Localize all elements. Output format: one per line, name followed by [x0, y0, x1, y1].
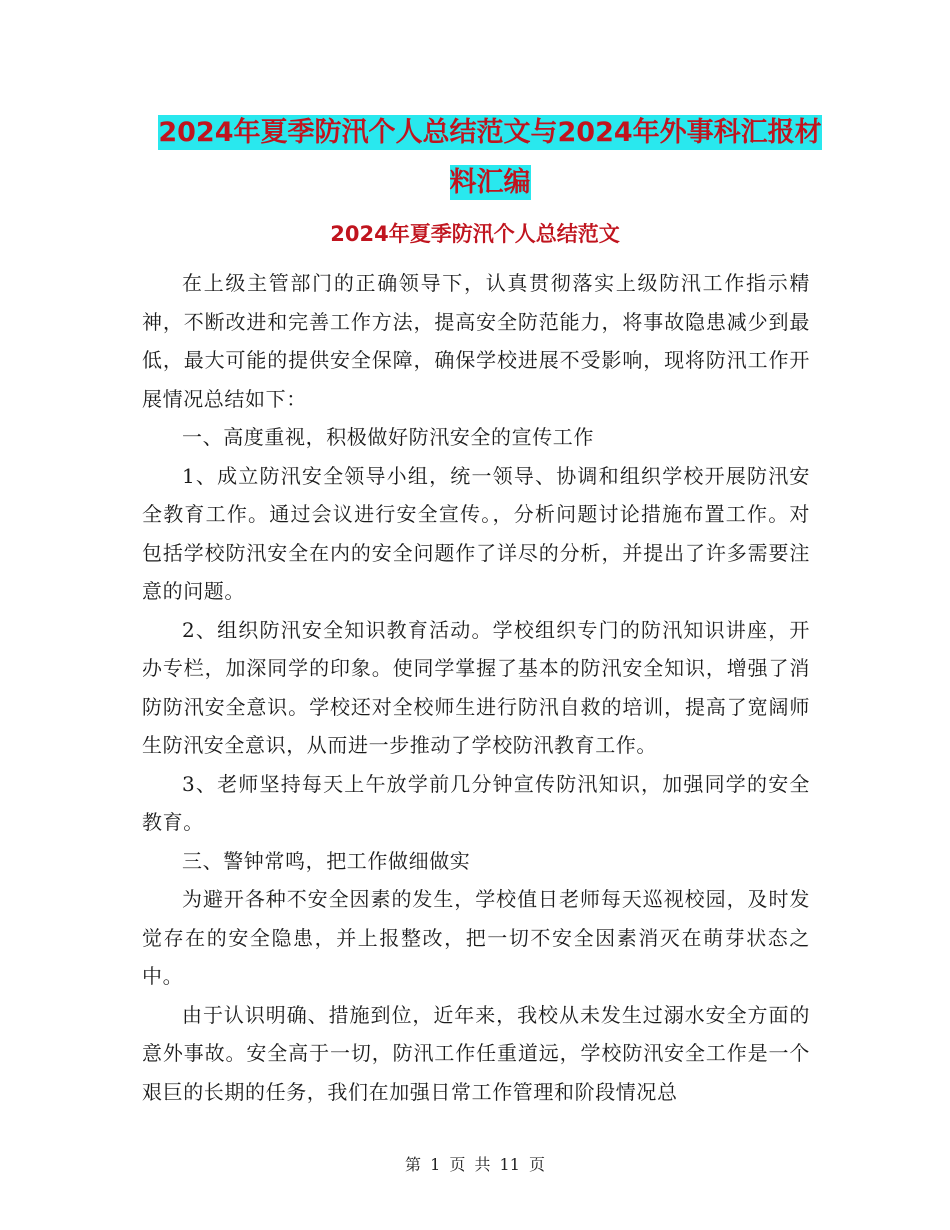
document-title-line-1: 2024年夏季防汛个人总结范文与2024年外事科汇报材	[158, 117, 822, 148]
paragraph-item-3: 3、老师坚持每天上午放学前几分钟宣传防汛知识，加强同学的安全教育。	[142, 771, 810, 834]
document-title-line-2: 料汇编	[449, 167, 531, 198]
section-title: 2024年夏季防汛个人总结范文	[330, 222, 620, 246]
heading-1: 一、高度重视，积极做好防汛安全的宣传工作	[182, 425, 594, 449]
page-number: 第 1 页 共 11 页	[405, 1155, 545, 1174]
paragraph-item-1: 1、成立防汛安全领导小组，统一领导、协调和组织学校开展防汛安全教育工作。通过会议进行安全宣传。，分析问题讨论措施布置工作。对包括学校防汛安全在内的安全问题作了详尽的分析，并提出了许多需要注意的问题。	[142, 463, 810, 603]
heading-3: 三、警钟常鸣，把工作做细做实	[182, 848, 471, 873]
paragraph-intro: 在上级主管部门的正确领导下，认真贯彻落实上级防汛工作指示精神，不断改进和完善工作方法，提高安全防范能力，将事故隐患减少到最低，最大可能的提供安全保障，确保学校进展不受影响，现将防汛工作开展情况总结如下：	[142, 271, 810, 411]
paragraph-patrol: 为避开各种不安全因素的发生，学校值日老师每天巡视校园，及时发觉存在的安全隐患，并上报整改，把一切不安全因素消灭在萌芽状态之中。	[142, 887, 810, 988]
document-body	[142, 264, 810, 1111]
document-title	[140, 108, 840, 208]
paragraph-summary: 由于认识明确、措施到位，近年来，我校从未发生过溺水安全方面的意外事故。安全高于一切，防汛工作任重道远，学校防汛安全工作是一个艰巨的长期的任务，我们在加强日常工作管理和阶段情况总	[142, 1002, 810, 1104]
paragraph-item-2: 2、组织防汛安全知识教育活动。学校组织专门的防汛知识讲座，开办专栏，加深同学的印象。使同学掌握了基本的防汛安全知识，增强了消防防汛安全意识。学校还对全校师生进行防汛自救的培训，提高了宽阔师生防汛安全意识，从而进一步推动了学校防汛教育工作。	[142, 617, 810, 757]
